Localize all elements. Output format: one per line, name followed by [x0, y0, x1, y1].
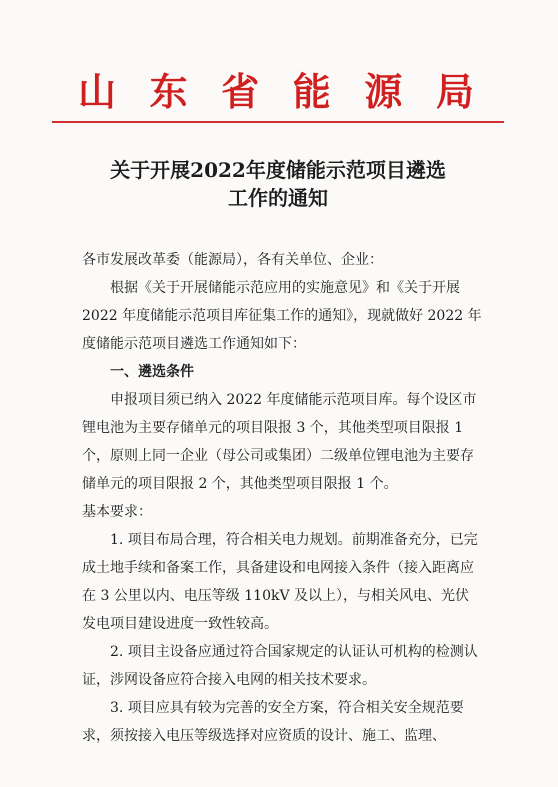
requirement-item: 2. 项目主设备应通过符合国家规定的认证认可机构的检测认证，涉网设备应符合接入电网的相关技术要求。: [82, 644, 478, 688]
document-body: [82, 246, 482, 750]
letterhead-char: 省: [221, 69, 260, 114]
title-line-2: 工作的通知: [228, 186, 328, 210]
letterhead-title: [78, 70, 474, 114]
letterhead-char: 源: [364, 69, 403, 114]
letterhead-char: 局: [435, 69, 474, 114]
salutation: 各市发展改革委（能源局），各有关单位、企业：: [82, 252, 383, 268]
basic-requirements-label: 基本要求：: [82, 504, 152, 520]
title-line-1: 关于开展2022年度储能示范项目遴选: [110, 158, 446, 182]
document-title: [52, 156, 504, 212]
letterhead-char: 能: [292, 69, 331, 114]
letterhead-char: 山: [78, 69, 117, 114]
paragraph: 申报项目须已纳入 2022 年度储能示范项目库。每个设区市锂电池为主要存储单元的项目限报 3 个，其他类型项目限报 1 个，原则上同一企业（母公司或集团）二级单位锂电池为主要存储单元的项目限报 2 个，其他类型项目限报 1 个。: [82, 392, 477, 492]
requirement-item: 1. 项目布局合理，符合相关电力规划。前期准备充分，已完成土地手续和备案工作，具备建设和电网接入条件（接入距离应在 3 公里以内、电压等级 110kV 及以上），与相关风电、光伏发电项目建设进度一致性较高。: [82, 532, 478, 632]
intro-paragraph: 根据《关于开展储能示范应用的实施意见》和《关于开展 2022 年度储能示范项目库征集工作的通知》，现就做好 2022 年度储能示范项目遴选工作通知如下：: [82, 280, 482, 352]
letterhead-rule: [52, 121, 504, 123]
letterhead-char: 东: [149, 69, 188, 114]
section-heading: 一、遴选条件: [110, 364, 194, 380]
requirement-item: 3. 项目应具有较为完善的安全方案，符合相关安全规范要求，须按接入电压等级选择对应资质的设计、施工、监理、: [82, 700, 464, 744]
